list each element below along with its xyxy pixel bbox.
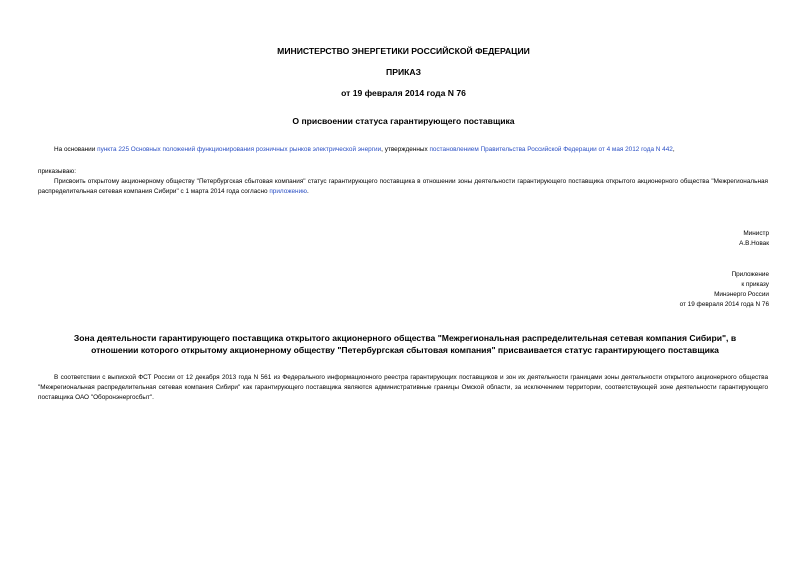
appendix-ref-line: к приказу — [741, 281, 769, 288]
preamble-text: , — [672, 146, 675, 153]
appendix-body — [38, 373, 768, 403]
preamble-text: На основании — [54, 146, 98, 153]
appendix-title: Зона деятельности гарантирующего поставщика открытого акционерного общества "Межрегиональная распределительная сетевая компания Сибири", в отношении которого открытому акционерному обществу "Петербургская сбытовая компания" присваивается статус гарантирующего поставщика — [73, 333, 737, 355]
appendix-body-text: В соответствии с выпиской ФСТ России от 12 декабря 2013 года N 561 из Федерального информационного реестра гарантирующих поставщиков и зон их деятельности границами зоны деятельности открытого акционерного общества "Межрегиональная распределительная сетевая компания Сибири" как гарантирующего поставщика являются административные границы Омской области, за исключением территории, соответствующей зоне деятельности гарантирующего поставщика ОАО "Оборонэнергосбыт". — [38, 374, 768, 401]
appendix-reference — [680, 270, 769, 310]
preamble-text: , утвержденных — [381, 146, 430, 153]
appendix-ref-line: Приложение — [731, 271, 769, 278]
preamble-paragraph — [38, 145, 768, 155]
order-text: Присвоить открытому акционерному обществу "Петербургская сбытовая компания" статус гарантирующего поставщика в отношении зоны деятельности гарантирующего поставщика открытого акционерного общества "Межрегиональная распределительная сетевая компания Сибири" с 1 марта 2014 года согласно — [38, 178, 768, 195]
appendix-link[interactable]: приложению — [269, 188, 307, 195]
document-type: ПРИКАЗ — [386, 67, 421, 77]
order-word: приказываю: — [38, 168, 76, 175]
document-date-number: от 19 февраля 2014 года N 76 — [341, 88, 466, 98]
clause-225-link[interactable]: пункта 225 Основных положений функционирования розничных рынков электрической энергии — [97, 146, 382, 153]
order-text: . — [306, 188, 309, 195]
order-paragraph — [38, 177, 768, 197]
appendix-ref-line: Минэнерго России — [714, 291, 769, 298]
appendix-ref-line: от 19 февраля 2014 года N 76 — [679, 301, 769, 308]
government-decree-link[interactable]: постановлением Правительства Российской Федерации от 4 мая 2012 года N 442 — [429, 146, 673, 153]
signatory-name: А.В.Новак — [739, 240, 769, 247]
ministry-heading: МИНИСТЕРСТВО ЭНЕРГЕТИКИ РОССИЙСКОЙ ФЕДЕРАЦИИ — [277, 46, 530, 56]
signatory-position: Министр — [743, 230, 769, 237]
document-subject: О присвоении статуса гарантирующего поставщика — [292, 116, 515, 126]
signature-block — [739, 229, 769, 249]
